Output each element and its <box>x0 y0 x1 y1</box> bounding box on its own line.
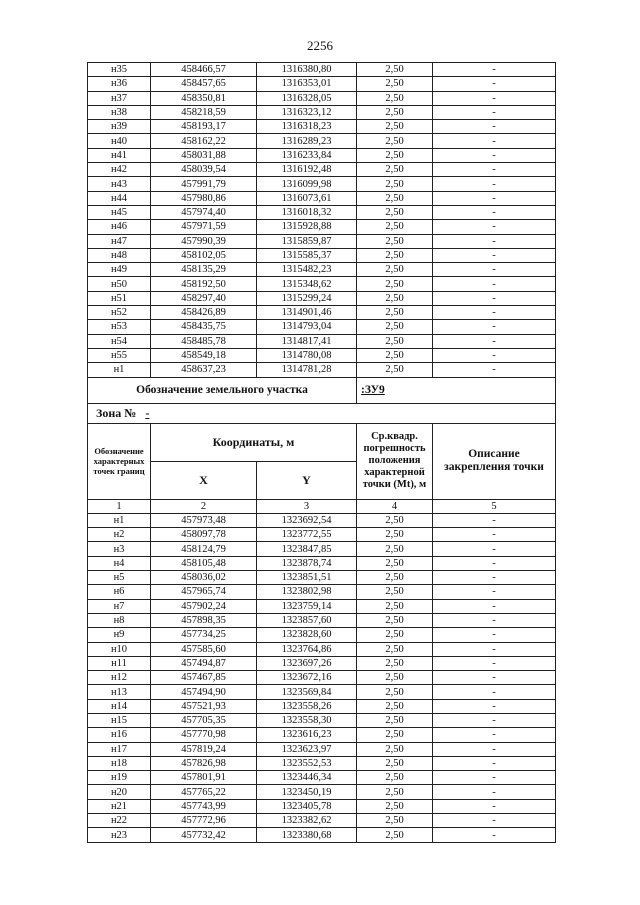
description: - <box>433 628 556 642</box>
error-value: 2,50 <box>357 642 433 656</box>
coord-y: 1316073,61 <box>257 191 357 205</box>
coord-y: 1316018,32 <box>257 205 357 219</box>
col-number: 3 <box>257 499 357 513</box>
error-value: 2,50 <box>357 628 433 642</box>
error-value: 2,50 <box>357 656 433 670</box>
coord-x: 458162,22 <box>151 134 257 148</box>
coord-y: 1314793,04 <box>257 320 357 334</box>
table-row <box>88 713 556 727</box>
point-name: н5 <box>88 571 151 585</box>
error-value: 2,50 <box>357 334 433 348</box>
error-value: 2,50 <box>357 63 433 77</box>
table-row <box>88 699 556 713</box>
point-name: н37 <box>88 91 151 105</box>
col-number: 2 <box>151 499 257 513</box>
error-value: 2,50 <box>357 277 433 291</box>
point-name: н18 <box>88 756 151 770</box>
coord-y: 1314901,46 <box>257 306 357 320</box>
point-name: н19 <box>88 771 151 785</box>
coord-x: 458031,88 <box>151 148 257 162</box>
zone-row <box>88 403 556 423</box>
coord-y: 1315299,24 <box>257 291 357 305</box>
error-value: 2,50 <box>357 163 433 177</box>
point-name: н41 <box>88 148 151 162</box>
point-name: н38 <box>88 105 151 119</box>
error-value: 2,50 <box>357 742 433 756</box>
coord-y: 1323569,84 <box>257 685 357 699</box>
description: - <box>433 828 556 842</box>
point-name: н14 <box>88 699 151 713</box>
description: - <box>433 571 556 585</box>
point-name: н55 <box>88 348 151 362</box>
description: - <box>433 771 556 785</box>
table-row <box>88 585 556 599</box>
error-value: 2,50 <box>357 685 433 699</box>
error-value: 2,50 <box>357 556 433 570</box>
coord-x: 458036,02 <box>151 571 257 585</box>
coord-y: 1323847,85 <box>257 542 357 556</box>
coord-x: 458297,40 <box>151 291 257 305</box>
description: - <box>433 699 556 713</box>
table-row <box>88 348 556 362</box>
description: - <box>433 671 556 685</box>
coord-y: 1316318,23 <box>257 120 357 134</box>
coord-x: 457467,85 <box>151 671 257 685</box>
coord-y: 1315348,62 <box>257 277 357 291</box>
plot-row <box>88 377 556 403</box>
plot-value: :ЗУ9 <box>357 377 556 403</box>
error-value: 2,50 <box>357 599 433 613</box>
coord-y: 1316323,12 <box>257 105 357 119</box>
coord-x: 457965,74 <box>151 585 257 599</box>
point-name: н23 <box>88 828 151 842</box>
point-name: н6 <box>88 585 151 599</box>
point-name: н10 <box>88 642 151 656</box>
table-row <box>88 528 556 542</box>
coord-x: 457585,60 <box>151 642 257 656</box>
description: - <box>433 713 556 727</box>
coord-y: 1323759,14 <box>257 599 357 613</box>
coord-x: 457801,91 <box>151 771 257 785</box>
coord-y: 1323697,26 <box>257 656 357 670</box>
point-name: н3 <box>88 542 151 556</box>
coord-x: 458192,50 <box>151 277 257 291</box>
point-name: н7 <box>88 599 151 613</box>
description: - <box>433 685 556 699</box>
error-value: 2,50 <box>357 713 433 727</box>
table-row <box>88 513 556 527</box>
coord-y: 1315482,23 <box>257 263 357 277</box>
point-name: н13 <box>88 685 151 699</box>
table-row <box>88 571 556 585</box>
table-row <box>88 334 556 348</box>
point-name: н1 <box>88 363 151 377</box>
coord-x: 458124,79 <box>151 542 257 556</box>
coord-y: 1316328,05 <box>257 91 357 105</box>
header-y: Y <box>257 461 357 499</box>
coord-y: 1314780,08 <box>257 348 357 362</box>
coord-x: 458218,59 <box>151 105 257 119</box>
description: - <box>433 542 556 556</box>
coord-x: 457971,59 <box>151 220 257 234</box>
error-value: 2,50 <box>357 828 433 842</box>
error-value: 2,50 <box>357 671 433 685</box>
error-value: 2,50 <box>357 348 433 362</box>
coord-y: 1315859,87 <box>257 234 357 248</box>
error-value: 2,50 <box>357 220 433 234</box>
coord-x: 457770,98 <box>151 728 257 742</box>
table-row <box>88 599 556 613</box>
point-name: н12 <box>88 671 151 685</box>
error-value: 2,50 <box>357 120 433 134</box>
table-row <box>88 363 556 377</box>
table-row <box>88 828 556 842</box>
coord-x: 457734,25 <box>151 628 257 642</box>
table-row <box>88 613 556 627</box>
error-value: 2,50 <box>357 528 433 542</box>
table-row <box>88 220 556 234</box>
point-name: н46 <box>88 220 151 234</box>
error-value: 2,50 <box>357 77 433 91</box>
column-numbers-row <box>88 499 556 513</box>
table-row <box>88 234 556 248</box>
description: - <box>433 334 556 348</box>
point-name: н49 <box>88 263 151 277</box>
coord-x: 457494,87 <box>151 656 257 670</box>
coord-x: 458485,78 <box>151 334 257 348</box>
description: - <box>433 91 556 105</box>
coord-x: 458426,89 <box>151 306 257 320</box>
table-row <box>88 205 556 219</box>
coord-x: 457990,39 <box>151 234 257 248</box>
upper-rows <box>88 63 556 378</box>
coord-x: 458039,54 <box>151 163 257 177</box>
point-name: н4 <box>88 556 151 570</box>
table-row <box>88 556 556 570</box>
coord-y: 1314817,41 <box>257 334 357 348</box>
coord-y: 1316192,48 <box>257 163 357 177</box>
coord-x: 457826,98 <box>151 756 257 770</box>
point-name: н50 <box>88 277 151 291</box>
coord-x: 458350,81 <box>151 91 257 105</box>
point-name: н40 <box>88 134 151 148</box>
point-name: н1 <box>88 513 151 527</box>
description: - <box>433 585 556 599</box>
point-name: н47 <box>88 234 151 248</box>
coord-y: 1314781,28 <box>257 363 357 377</box>
error-value: 2,50 <box>357 263 433 277</box>
header-x: X <box>151 461 257 499</box>
description: - <box>433 556 556 570</box>
table-row <box>88 814 556 828</box>
error-value: 2,50 <box>357 320 433 334</box>
table-row <box>88 785 556 799</box>
table-row <box>88 77 556 91</box>
zone-value: - <box>145 405 150 420</box>
error-value: 2,50 <box>357 134 433 148</box>
description: - <box>433 234 556 248</box>
coord-x: 458435,75 <box>151 320 257 334</box>
description: - <box>433 291 556 305</box>
point-name: н21 <box>88 799 151 813</box>
point-name: н53 <box>88 320 151 334</box>
error-value: 2,50 <box>357 291 433 305</box>
point-name: н52 <box>88 306 151 320</box>
lower-rows <box>88 513 556 842</box>
coord-y: 1323857,60 <box>257 613 357 627</box>
table-row <box>88 91 556 105</box>
error-value: 2,50 <box>357 91 433 105</box>
coord-y: 1323764,86 <box>257 642 357 656</box>
description: - <box>433 513 556 527</box>
coord-x: 457898,35 <box>151 613 257 627</box>
header-error: Ср.квадр. погрешность положения характерной точки (Mt), м <box>357 423 433 499</box>
coord-y: 1323851,51 <box>257 571 357 585</box>
description: - <box>433 248 556 262</box>
coord-y: 1323802,98 <box>257 585 357 599</box>
col-number: 4 <box>357 499 433 513</box>
header-description: Описание закрепления точки <box>433 423 556 499</box>
table-row <box>88 742 556 756</box>
table-row <box>88 263 556 277</box>
point-name: н8 <box>88 613 151 627</box>
coord-y: 1323558,26 <box>257 699 357 713</box>
coord-x: 457765,22 <box>151 785 257 799</box>
coord-x: 458457,65 <box>151 77 257 91</box>
coord-x: 457705,35 <box>151 713 257 727</box>
coord-y: 1316353,01 <box>257 77 357 91</box>
coord-y: 1316380,80 <box>257 63 357 77</box>
table-row <box>88 148 556 162</box>
table-row <box>88 306 556 320</box>
coord-x: 457732,42 <box>151 828 257 842</box>
coord-y: 1316233,84 <box>257 148 357 162</box>
description: - <box>433 728 556 742</box>
coord-y: 1323672,16 <box>257 671 357 685</box>
description: - <box>433 77 556 91</box>
coord-x: 458135,29 <box>151 263 257 277</box>
point-name: н9 <box>88 628 151 642</box>
table-row <box>88 756 556 770</box>
description: - <box>433 220 556 234</box>
coord-x: 458097,78 <box>151 528 257 542</box>
coord-x: 457974,40 <box>151 205 257 219</box>
description: - <box>433 799 556 813</box>
point-name: н48 <box>88 248 151 262</box>
zone-blank <box>257 403 556 423</box>
error-value: 2,50 <box>357 785 433 799</box>
error-value: 2,50 <box>357 699 433 713</box>
coord-x: 458105,48 <box>151 556 257 570</box>
coord-y: 1315928,88 <box>257 220 357 234</box>
coord-y: 1323558,30 <box>257 713 357 727</box>
coord-y: 1323828,60 <box>257 628 357 642</box>
description: - <box>433 306 556 320</box>
error-value: 2,50 <box>357 248 433 262</box>
coord-x: 458637,23 <box>151 363 257 377</box>
coord-y: 1323405,78 <box>257 799 357 813</box>
table-row <box>88 642 556 656</box>
table-row <box>88 628 556 642</box>
table-row <box>88 134 556 148</box>
description: - <box>433 320 556 334</box>
description: - <box>433 785 556 799</box>
point-name: н42 <box>88 163 151 177</box>
coord-y: 1323772,55 <box>257 528 357 542</box>
coord-y: 1316289,23 <box>257 134 357 148</box>
description: - <box>433 599 556 613</box>
coord-y: 1323552,53 <box>257 756 357 770</box>
description: - <box>433 528 556 542</box>
zone-cell <box>88 403 257 423</box>
error-value: 2,50 <box>357 799 433 813</box>
zone-label: Зона № <box>96 405 137 420</box>
point-name: н45 <box>88 205 151 219</box>
table-row <box>88 277 556 291</box>
table-row <box>88 191 556 205</box>
table-row <box>88 799 556 813</box>
error-value: 2,50 <box>357 513 433 527</box>
coord-y: 1323380,68 <box>257 828 357 842</box>
table-row <box>88 771 556 785</box>
point-name: н39 <box>88 120 151 134</box>
coord-x: 457991,79 <box>151 177 257 191</box>
point-name: н16 <box>88 728 151 742</box>
table-row <box>88 320 556 334</box>
coord-y: 1323616,23 <box>257 728 357 742</box>
coordinates-table <box>87 62 556 843</box>
description: - <box>433 814 556 828</box>
error-value: 2,50 <box>357 177 433 191</box>
col-number: 1 <box>88 499 151 513</box>
description: - <box>433 613 556 627</box>
description: - <box>433 105 556 119</box>
coord-y: 1323382,62 <box>257 814 357 828</box>
error-value: 2,50 <box>357 571 433 585</box>
page-number: 2256 <box>307 38 333 53</box>
header-coordinates: Координаты, м <box>151 423 357 461</box>
description: - <box>433 134 556 148</box>
coord-x: 458193,17 <box>151 120 257 134</box>
table-row <box>88 542 556 556</box>
plot-section <box>88 377 556 513</box>
table-row <box>88 671 556 685</box>
error-value: 2,50 <box>357 542 433 556</box>
error-value: 2,50 <box>357 105 433 119</box>
error-value: 2,50 <box>357 585 433 599</box>
error-value: 2,50 <box>357 756 433 770</box>
error-value: 2,50 <box>357 205 433 219</box>
coord-x: 458549,18 <box>151 348 257 362</box>
description: - <box>433 191 556 205</box>
description: - <box>433 163 556 177</box>
col-number: 5 <box>433 499 556 513</box>
plot-label: Обозначение земельного участка <box>88 377 357 403</box>
point-name: н35 <box>88 63 151 77</box>
point-name: н11 <box>88 656 151 670</box>
point-name: н36 <box>88 77 151 91</box>
coord-x: 458102,05 <box>151 248 257 262</box>
coord-y: 1323623,97 <box>257 742 357 756</box>
description: - <box>433 656 556 670</box>
error-value: 2,50 <box>357 234 433 248</box>
description: - <box>433 348 556 362</box>
coord-x: 457494,90 <box>151 685 257 699</box>
error-value: 2,50 <box>357 771 433 785</box>
header-point-name: Обозначение характерных точек границ <box>88 423 151 499</box>
description: - <box>433 642 556 656</box>
error-value: 2,50 <box>357 148 433 162</box>
coord-y: 1323446,34 <box>257 771 357 785</box>
point-name: н54 <box>88 334 151 348</box>
point-name: н22 <box>88 814 151 828</box>
error-value: 2,50 <box>357 191 433 205</box>
point-name: н15 <box>88 713 151 727</box>
description: - <box>433 177 556 191</box>
point-name: н51 <box>88 291 151 305</box>
error-value: 2,50 <box>357 814 433 828</box>
description: - <box>433 756 556 770</box>
coord-x: 457743,99 <box>151 799 257 813</box>
error-value: 2,50 <box>357 728 433 742</box>
point-name: н17 <box>88 742 151 756</box>
table-row <box>88 105 556 119</box>
table-row <box>88 728 556 742</box>
coord-x: 457980,86 <box>151 191 257 205</box>
error-value: 2,50 <box>357 613 433 627</box>
description: - <box>433 742 556 756</box>
description: - <box>433 363 556 377</box>
coord-y: 1323450,19 <box>257 785 357 799</box>
table-row <box>88 248 556 262</box>
table-row <box>88 120 556 134</box>
description: - <box>433 205 556 219</box>
description: - <box>433 120 556 134</box>
description: - <box>433 263 556 277</box>
point-name: н44 <box>88 191 151 205</box>
table-row <box>88 163 556 177</box>
description: - <box>433 63 556 77</box>
point-name: н43 <box>88 177 151 191</box>
coord-x: 458466,57 <box>151 63 257 77</box>
coord-y: 1315585,37 <box>257 248 357 262</box>
coord-y: 1323878,74 <box>257 556 357 570</box>
coord-x: 457521,93 <box>151 699 257 713</box>
table-row <box>88 291 556 305</box>
point-name: н2 <box>88 528 151 542</box>
table-row <box>88 685 556 699</box>
description: - <box>433 277 556 291</box>
error-value: 2,50 <box>357 363 433 377</box>
point-name: н20 <box>88 785 151 799</box>
table-row <box>88 656 556 670</box>
coord-x: 457902,24 <box>151 599 257 613</box>
coord-y: 1323692,54 <box>257 513 357 527</box>
table-row <box>88 177 556 191</box>
description: - <box>433 148 556 162</box>
coord-x: 457819,24 <box>151 742 257 756</box>
coord-x: 457973,48 <box>151 513 257 527</box>
coord-y: 1316099,98 <box>257 177 357 191</box>
coord-x: 457772,96 <box>151 814 257 828</box>
table-row <box>88 63 556 77</box>
header-row-1 <box>88 423 556 461</box>
error-value: 2,50 <box>357 306 433 320</box>
